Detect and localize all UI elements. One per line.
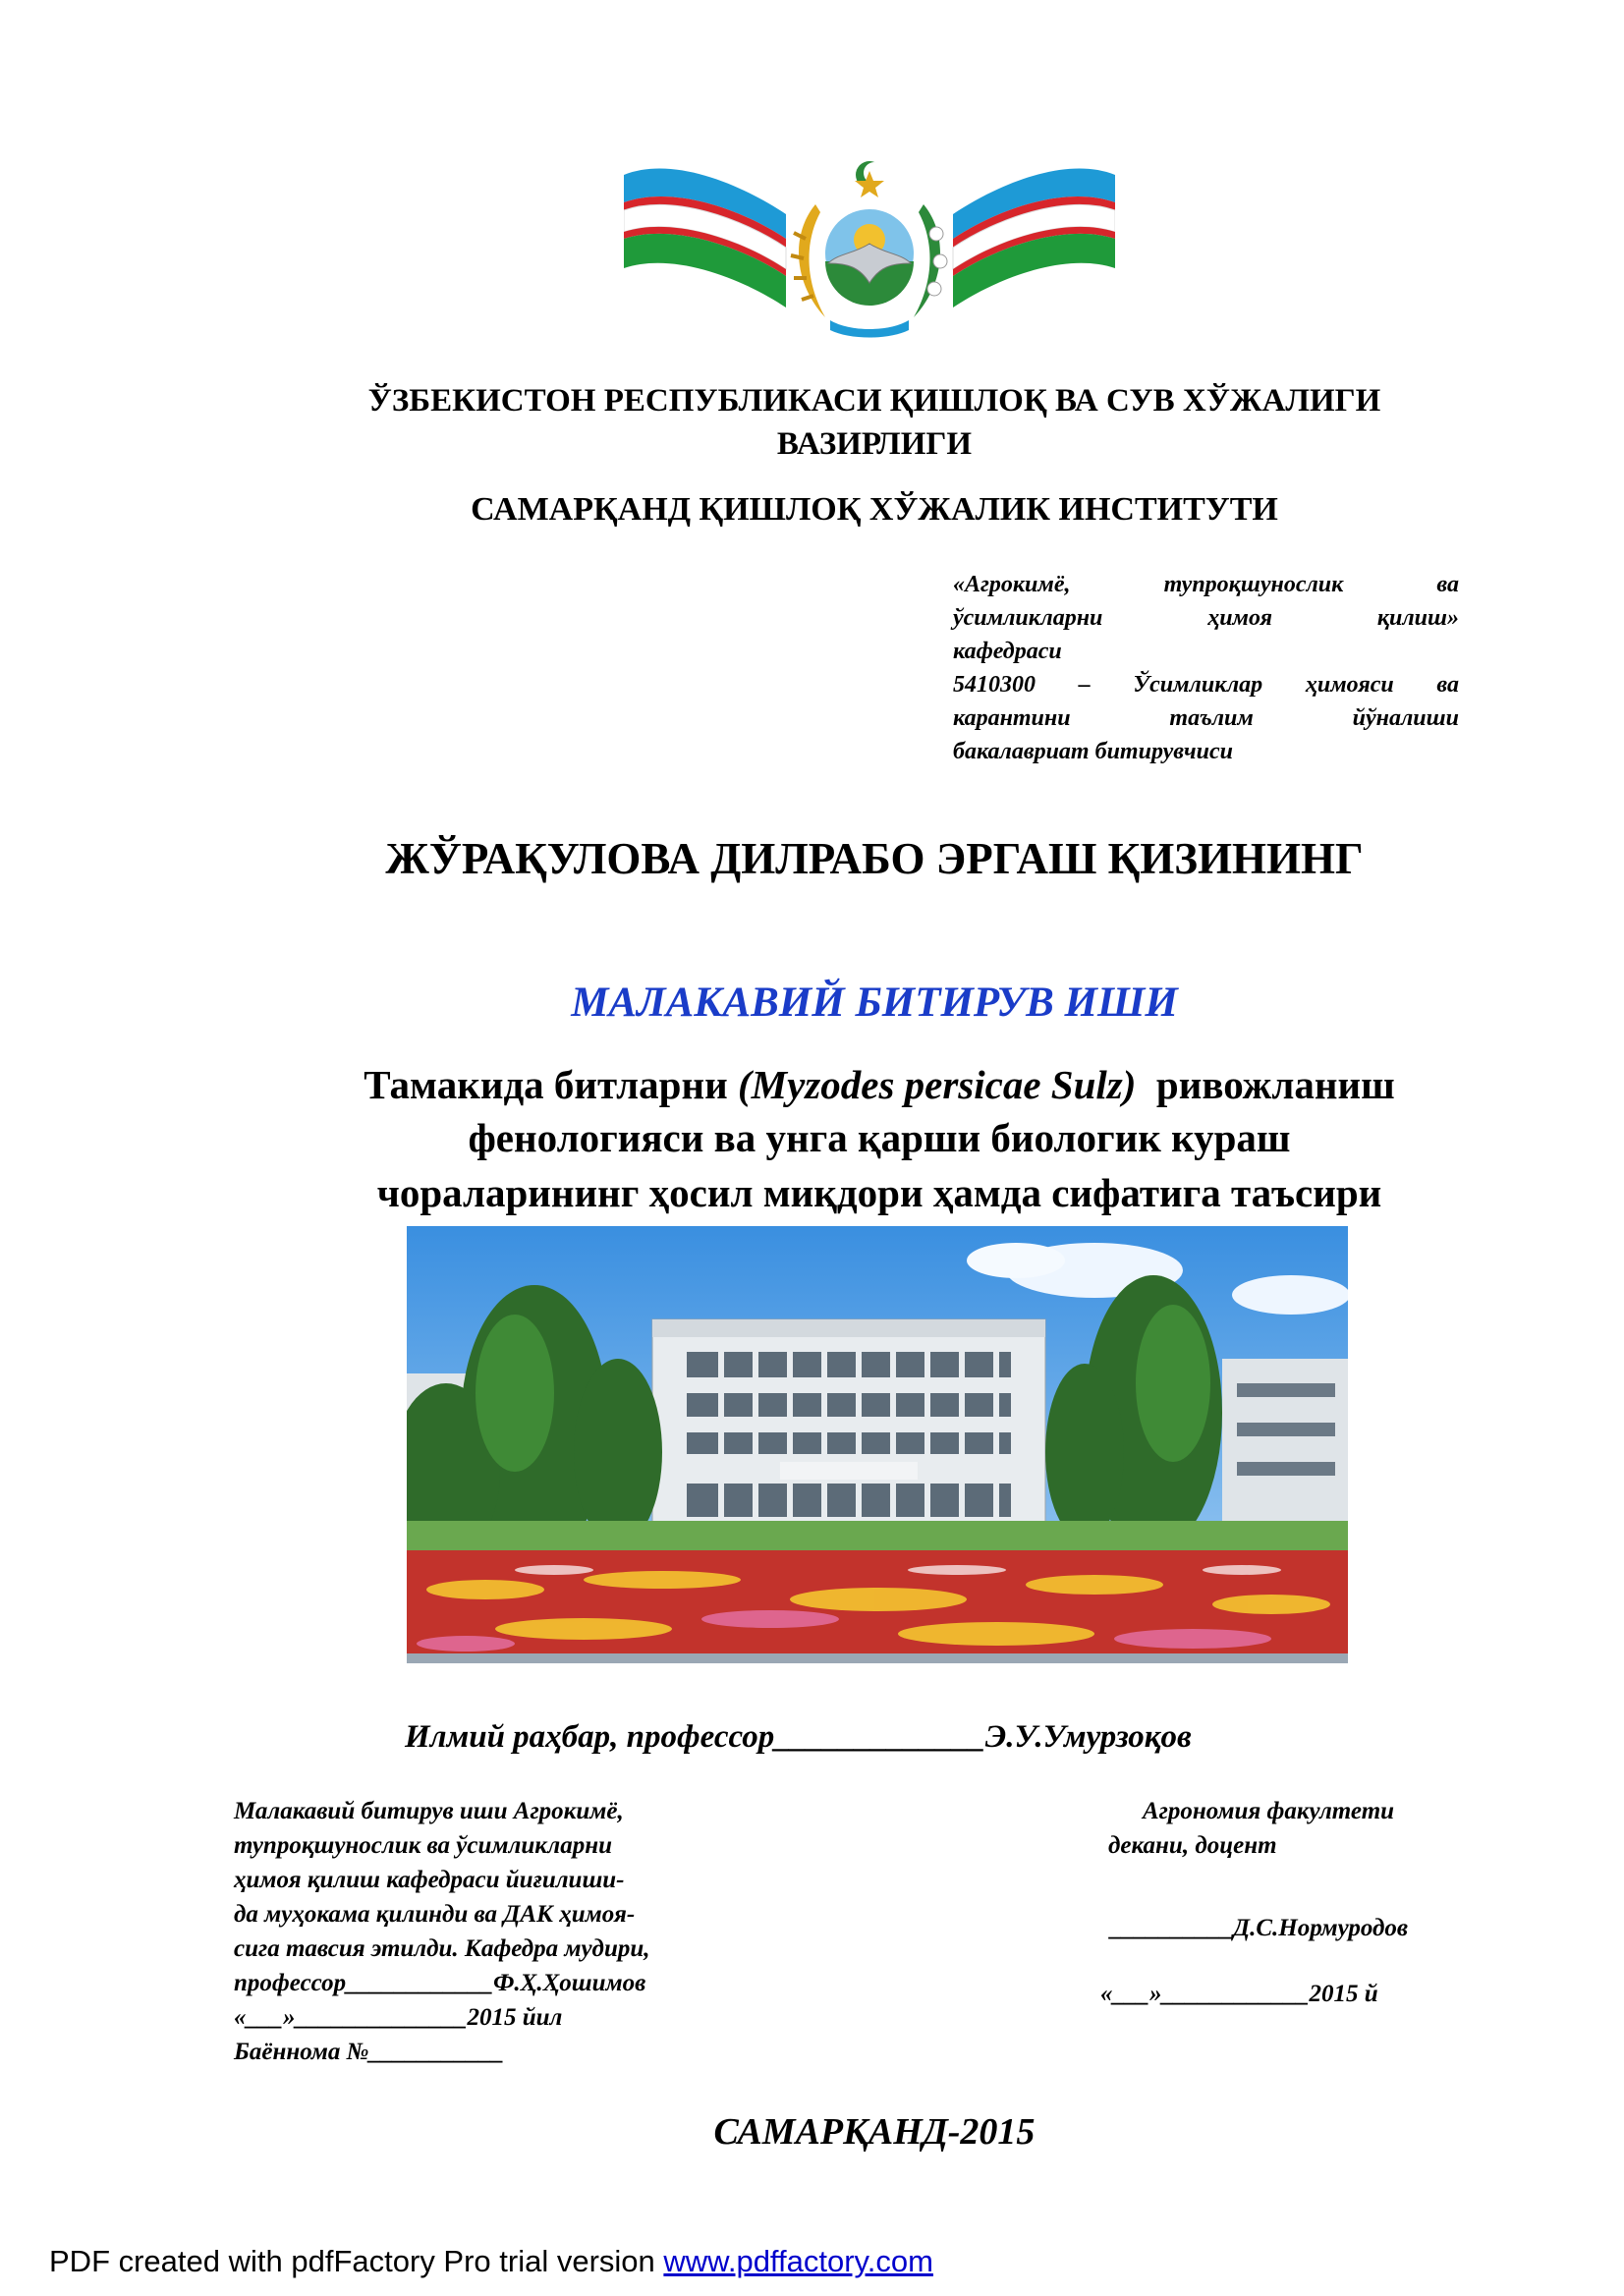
topic-latin-name: (Myzodes persicae Sulz) xyxy=(737,1062,1137,1107)
ministry-title-line1: ЎЗБЕКИСТОН РЕСПУБЛИКАСИ ҚИШЛОҚ ВА СУВ ХЎЖАЛИГИ xyxy=(367,383,1381,419)
department-line-2 xyxy=(953,601,1459,635)
department-word: карантини xyxy=(953,705,1071,731)
department-word: тупроқшунослик xyxy=(1163,572,1344,597)
flag-ribbon-left xyxy=(624,169,786,308)
department-line-4: 5410300 – Ўсимликлар ҳимояси ва xyxy=(953,672,1459,698)
institute-building-photo xyxy=(407,1226,1348,1663)
department-approval-block xyxy=(234,1794,650,2069)
department-word: таълим xyxy=(1169,705,1254,731)
approval-line: профессор____________Ф.Ҳ.Ҳошимов xyxy=(234,1970,646,1996)
topic-line2: фенологияси ва унга қарши биологик кураш xyxy=(468,1115,1291,1160)
topic-line3: чораларининг ҳосил миқдори ҳамда сифатига таъсири xyxy=(376,1170,1382,1215)
dean-title-line: декани, доцент xyxy=(1108,1832,1277,1859)
work-type-title: МАЛАКАВИЙ БИТИРУВ ИШИ xyxy=(571,980,1178,1026)
approval-line: Малакавий битирув иши Агрокимё, xyxy=(234,1798,624,1824)
approval-line: да муҳокама қилинди ва ДАК ҳимоя- xyxy=(234,1901,636,1928)
topic-text: Тамакида битларни xyxy=(364,1062,738,1107)
city-year: САМАРҚАНД-2015 xyxy=(713,2111,1036,2153)
department-word: ҳимоя xyxy=(1207,605,1273,631)
department-word: йўналиши xyxy=(1352,705,1459,731)
supervisor-line: Илмий раҳбар, профессор_____________Э.У.Умурзоқов xyxy=(405,1719,1192,1755)
dean-date-line: «___»____________2015 й xyxy=(1100,1981,1378,2007)
department-line-6: бакалавриат битирувчиси xyxy=(953,739,1233,764)
department-line-1 xyxy=(953,568,1459,601)
institute-title: САМАРҚАНД ҚИШЛОҚ ХЎЖАЛИК ИНСТИТУТИ xyxy=(471,491,1278,528)
footer-text: PDF created with pdfFactory Pro trial version xyxy=(49,2244,664,2278)
flag-ribbon-right xyxy=(953,169,1115,308)
department-line-3: кафедраси xyxy=(953,639,1062,664)
approval-line: ҳимоя қилиш кафедраси йиғилиши- xyxy=(234,1867,625,1893)
pdf-footer xyxy=(49,2244,933,2279)
department-word: қилиш» xyxy=(1376,605,1459,631)
footer-link[interactable]: www.pdffactory.com xyxy=(663,2244,933,2278)
department-line-5 xyxy=(953,701,1459,735)
approval-line: Баённома №___________ xyxy=(234,2039,505,2065)
student-name: ЖЎРАҚУЛОВА ДИЛРАБО ЭРГАШ ҚИЗИНИНГ xyxy=(385,834,1364,883)
approval-line: «___»______________2015 йил xyxy=(234,2004,563,2031)
dean-signature-line: __________Д.С.Нормуродов xyxy=(1110,1915,1409,1941)
approval-line: сига тавсия этилди. Кафедра мудири, xyxy=(234,1935,650,1962)
topic-line1 xyxy=(196,1059,1562,1110)
approval-line: тупроқшунослик ва ўсимликларни xyxy=(234,1832,613,1859)
department-word: «Агрокимё, xyxy=(953,572,1071,597)
topic-text: ривожланиш xyxy=(1136,1062,1395,1107)
department-word: ўсимликларни xyxy=(953,605,1103,631)
emblem-seal xyxy=(791,161,947,338)
dean-faculty-line: Агрономия факултети xyxy=(1143,1798,1395,1824)
state-emblem-icon xyxy=(624,145,1115,340)
department-word: ва xyxy=(1436,572,1459,597)
ministry-title-line2: ВАЗИРЛИГИ xyxy=(776,426,973,462)
